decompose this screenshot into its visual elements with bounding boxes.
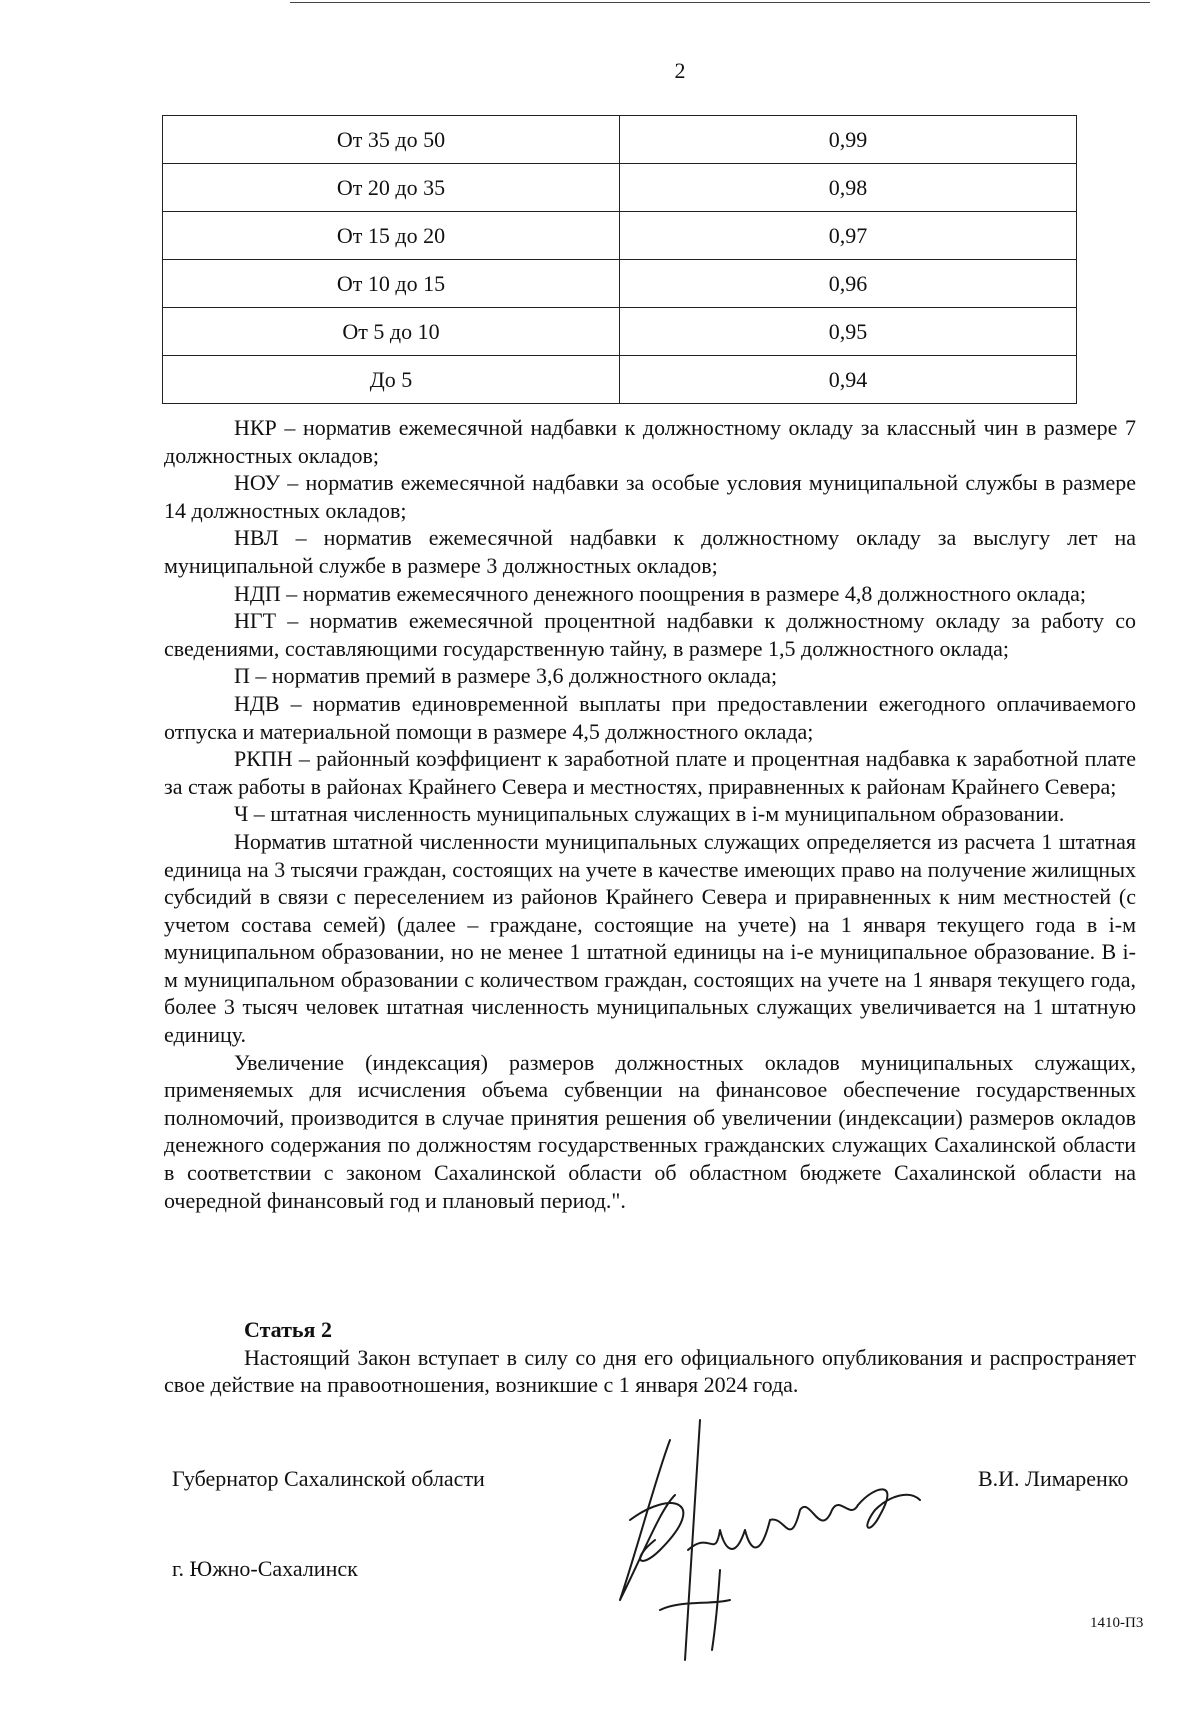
coefficient-cell: 0,96 xyxy=(620,260,1077,308)
staffing-norm-paragraph: Норматив штатной численности муниципальных служащих определяется из расчета 1 штатная единица на 3 тысячи граждан, состоящих на учете в качестве имеющих право на получение жилищных субсидий в связи с переселением из районов Крайнего Севера и приравненных к ним местностей (с учетом состава семей) (далее – граждане, состоящие на учете) на 1 января текущего года в i-м муниципальном образовании, но не менее 1 штатной единицы на i-е муниципальное образование. В i-м муниципальном образовании с количеством граждан, состоящих на учете на 1 января текущего года, более 3 тысяч человек штатная численность муниципальных служащих увеличивается на 1 штатную единицу. xyxy=(164,828,1136,1048)
table-row xyxy=(163,212,1077,260)
table-row xyxy=(163,116,1077,164)
article-2 xyxy=(164,1316,1136,1399)
top-border-line xyxy=(290,2,1150,3)
law-body-text xyxy=(164,414,1136,1214)
table-row xyxy=(163,164,1077,212)
document-code: 1410-П3 xyxy=(1090,1615,1144,1631)
definition-rkpn: РКПН – районный коэффициент к заработной плате и процентная надбавка к заработной плате за стаж работы в районах Крайнего Севера и местностях, приравненных к районам Крайнего Севера; xyxy=(164,746,1136,799)
definition-nou: НОУ – норматив ежемесячной надбавки за особые условия муниципальной службы в размере 14 должностных окладов; xyxy=(164,470,1136,523)
indexation-paragraph: Увеличение (индексация) размеров должностных окладов муниципальных служащих, применяемых для исчисления объема субвенции на финансовое обеспечение государственных полномочий, производится в случае принятия решения об увеличении (индексации) размеров окладов денежного содержания по должностям государственных гражданских служащих Сахалинской области в соответствии с законом Сахалинской области об областном бюджете Сахалинской области на очередной финансовый год и плановый период.". xyxy=(164,1049,1136,1213)
city-of-signing: г. Южно-Сахалинск xyxy=(172,1556,358,1581)
coefficient-cell: 0,95 xyxy=(620,308,1077,356)
handwritten-signature xyxy=(600,1400,940,1700)
coefficient-cell: 0,94 xyxy=(620,356,1077,404)
table-row xyxy=(163,356,1077,404)
range-cell: От 5 до 10 xyxy=(163,308,620,356)
definition-ngt: НГТ – норматив ежемесячной процентной надбавки к должностному окладу за работу со сведениями, составляющими государственную тайну, в размере 1,5 должностного оклада; xyxy=(164,608,1136,661)
coefficient-cell: 0,98 xyxy=(620,164,1077,212)
range-cell: От 20 до 35 xyxy=(163,164,620,212)
table-row xyxy=(163,308,1077,356)
article-heading: Статья 2 xyxy=(244,1317,332,1342)
coefficient-cell: 0,99 xyxy=(620,116,1077,164)
signatory-name: В.И. Лимаренко xyxy=(978,1466,1129,1491)
range-cell: От 15 до 20 xyxy=(163,212,620,260)
range-cell: От 10 до 15 xyxy=(163,260,620,308)
table-row xyxy=(163,260,1077,308)
definition-ch: Ч – штатная численность муниципальных служащих в i-м муниципальном образовании. xyxy=(234,801,1065,827)
definition-p: П – норматив премий в размере 3,6 должностного оклада; xyxy=(234,663,778,689)
definition-ndv: НДВ – норматив единовременной выплаты при предоставлении ежегодного оплачиваемого отпуска и материальной помощи в размере 4,5 должностного оклада; xyxy=(164,690,1136,744)
page-number: 2 xyxy=(674,58,686,83)
definition-nkr: НКР – норматив ежемесячной надбавки к должностному окладу за классный чин в размере 7 должностных окладов; xyxy=(164,415,1136,468)
definition-nvl: НВЛ – норматив ежемесячной надбавки к должностному окладу за выслугу лет на муниципальной службе в размере 3 должностных окладов; xyxy=(164,525,1136,578)
coefficient-cell: 0,97 xyxy=(620,212,1077,260)
coefficient-table xyxy=(162,115,1077,404)
definition-ndp: НДП – норматив ежемесячного денежного поощрения в размере 4,8 должностного оклада; xyxy=(234,580,1086,606)
article-text: Настоящий Закон вступает в силу со дня его официального опубликования и распространяет свое действие на правоотношения, возникшие с 1 января 2024 года. xyxy=(164,1344,1136,1398)
range-cell: До 5 xyxy=(163,356,620,404)
range-cell: От 35 до 50 xyxy=(163,116,620,164)
signatory-title: Губернатор Сахалинской области xyxy=(172,1466,485,1491)
